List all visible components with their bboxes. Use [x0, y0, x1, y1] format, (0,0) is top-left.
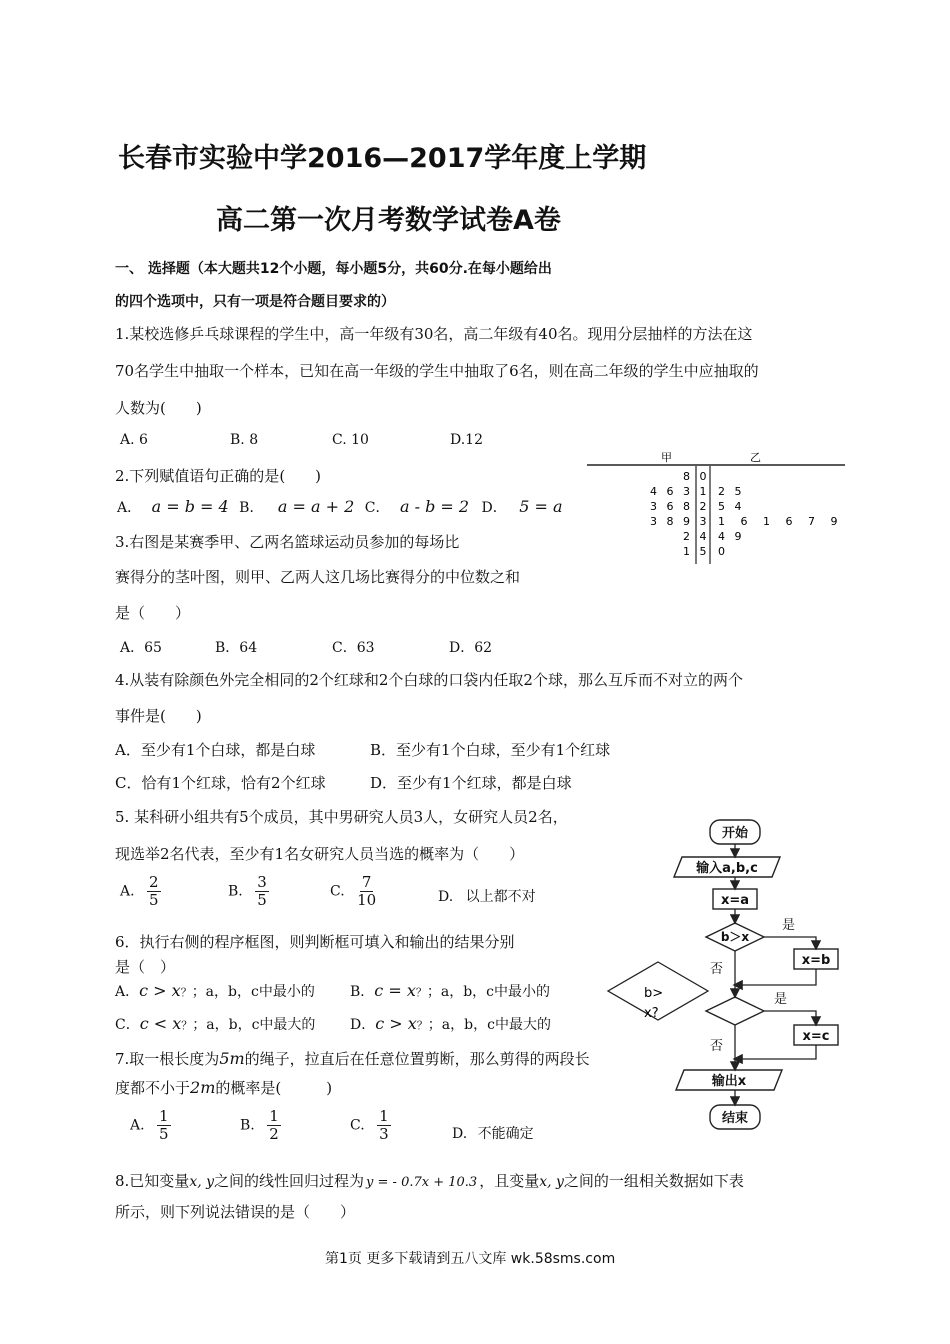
q1-option-a: A. 6 [120, 432, 148, 448]
stem-leaf-left-4: 2 [683, 530, 690, 543]
q7-label-c: C. [350, 1117, 365, 1134]
q8-line-1-a: 8.已知变量 [115, 1172, 190, 1190]
q3-option-b: B．64 [215, 640, 258, 656]
q2-options [117, 497, 563, 517]
flow-arrow-yes2 [764, 1011, 816, 1024]
flow-assign2-text: x=b [801, 953, 831, 968]
q6-q-a: ？ [180, 986, 192, 999]
q6-q-d: ？ [416, 1019, 428, 1032]
q5-frac-b-den: 5 [257, 891, 267, 909]
q8-xy-2: x, y [539, 1174, 564, 1190]
q2-expr-b: a = a + 2 [277, 497, 355, 516]
q3-line-2: 赛得分的茎叶图，则甲、乙两人这几场比赛得分的中位数之和 [115, 568, 521, 586]
stem-leaf-plot [585, 448, 847, 566]
q2-label-d: D． [481, 500, 507, 516]
q6-rest-a: ；a，b，c中最小的 [191, 984, 315, 1000]
q7-option-d-text: 不能确定 [477, 1126, 534, 1142]
q7-frac-a-den: 5 [159, 1125, 169, 1143]
section-heading-line-2: 的四个选项中，只有一项是符合题目要求的） [115, 294, 395, 310]
q5-option-a [120, 874, 161, 909]
flow-cond1-text: b＞x [720, 930, 750, 944]
q3-option-c: C．63 [332, 640, 375, 656]
q6-rest-b: ；a，b，c中最小的 [426, 984, 551, 1000]
q1-option-c: C. 10 [332, 432, 369, 448]
q5-frac-c-num: 7 [361, 873, 372, 891]
q8-xy-1: x, y [189, 1174, 215, 1190]
title-line-2: 高二第一次月考数学试卷A卷 [216, 205, 561, 236]
flow-output-text: 输出x [711, 1074, 747, 1089]
q6-label-d: D． [350, 1017, 376, 1033]
side-diamond-text-1: b> [644, 986, 664, 1001]
q7-option-b [240, 1108, 281, 1143]
q5-option-c [330, 874, 376, 909]
q5-label-d: D. [438, 889, 454, 905]
q8-line-1 [115, 1170, 744, 1191]
flow-no-label-1: 否 [710, 962, 724, 977]
flow-assign3-text: x=c [802, 1029, 830, 1044]
q2-expr-d: 5 = a [519, 497, 563, 516]
q6-rest-d: ；a，b，c中最大的 [427, 1017, 551, 1033]
q7-line-2-a: 度都不小于 [115, 1079, 191, 1097]
q7-label-d: D. [452, 1126, 468, 1142]
stem-leaf-stem-5: 5 [699, 545, 707, 558]
stem-leaf-left-3: 3 8 9 [650, 515, 690, 528]
q7-option-c [350, 1108, 391, 1143]
q7-frac-b-den: 2 [269, 1125, 279, 1143]
flow-arrow-yes1 [764, 937, 816, 948]
q7-frac-c-num: 1 [379, 1107, 389, 1125]
q4-option-a: A．至少有1个白球，都是白球 [115, 741, 316, 759]
q8-regression-equation: y = - 0.7x + 10.3 [366, 1175, 478, 1190]
q5-label-a: A. [120, 883, 135, 900]
q8-line-1-c: ，且变量 [479, 1172, 540, 1190]
q1-line-1: 1.某校选修乒乓球课程的学生中，高一年级有30名，高二年级有40名。现用分层抽样的方法在这 [115, 325, 753, 343]
page-footer: 第1页 更多下载请到五八文库 wk.58sms.com [325, 1251, 616, 1267]
q2-label-a: A． [117, 500, 142, 516]
q5-line-2: 现选举2名代表，至少有1名女研究人员当选的概率为（ ） [115, 845, 525, 863]
q6-line-1: 6．执行右侧的程序框图，则判断框可填入和输出的结果分别 [115, 933, 515, 951]
flow-cond2-diamond [706, 997, 764, 1025]
q6-option-d [350, 1014, 551, 1034]
stem-leaf-left-0: 8 [683, 470, 690, 483]
flow-assign1-text: x=a [720, 893, 750, 908]
q6-label-b: B． [350, 984, 375, 1000]
q3-line-3: 是（ ） [115, 604, 191, 622]
q1-option-d: D.12 [450, 432, 483, 448]
flow-yes-label-2: 是 [774, 992, 788, 1007]
flow-no-label-2: 否 [710, 1039, 724, 1054]
q6-label-a: A． [115, 984, 140, 1000]
q1-option-b: B. 8 [230, 432, 259, 448]
q1-line-3: 人数为( ) [115, 399, 202, 417]
q6-math-a: c > x [139, 981, 181, 1000]
flow-start-text: 开始 [721, 826, 749, 841]
q5-option-d-text: 以上都不对 [465, 889, 536, 905]
q7-option-d [452, 1123, 534, 1143]
q7-line-1-b: 的绳子，拉直后在任意位置剪断，那么剪得的两段长 [244, 1050, 590, 1068]
q3-option-a: A．65 [120, 640, 162, 656]
q2-stem: 2.下列赋值语句正确的是( ) [115, 467, 322, 485]
stem-leaf-left-1: 4 6 3 [650, 485, 690, 498]
q4-line-2: 事件是( ) [115, 707, 202, 725]
q2-label-b: B． [239, 500, 264, 516]
stem-leaf-stem-4: 4 [699, 530, 707, 543]
q7-line-1-a: 7.取一根长度为 [115, 1050, 220, 1068]
q5-option-d [438, 886, 536, 906]
flowchart [670, 815, 850, 1135]
q7-label-a: A. [130, 1117, 145, 1134]
flow-end-text: 结束 [721, 1111, 749, 1126]
stem-leaf-head-right: 乙 [750, 451, 761, 464]
stem-leaf-right-1: 2 5 [718, 485, 742, 498]
q4-option-c: C．恰有1个红球，恰有2个红球 [115, 774, 326, 792]
stem-leaf-left-5: 1 [683, 545, 690, 558]
flow-yes-label-1: 是 [782, 918, 796, 933]
q7-line-2 [115, 1077, 332, 1098]
stem-leaf-right-3: 1 6 1 6 7 9 [718, 515, 838, 528]
stem-leaf-head-left: 甲 [661, 451, 672, 464]
q2-expr-c: a - b = 2 [399, 497, 470, 516]
stem-leaf-stem-2: 2 [699, 500, 707, 513]
q6-label-c: C． [115, 1017, 140, 1033]
q5-label-b: B. [228, 883, 243, 900]
q4-option-d: D．至少有1个红球，都是白球 [370, 774, 572, 792]
q5-frac-b-num: 3 [257, 873, 267, 891]
q8-line-1-b: 之间的线性回归过程为 [214, 1172, 365, 1190]
q3-option-d: D．62 [449, 640, 493, 656]
q6-option-c [115, 1014, 315, 1034]
q7-line-2-b: 的概率是( ) [215, 1079, 333, 1097]
q3-line-1: 3.右图是某赛季甲、乙两名篮球运动员参加的每场比 [115, 533, 460, 551]
q7-frac-b-num: 1 [269, 1107, 279, 1125]
q6-line-2: 是（ ） [115, 958, 176, 976]
stem-leaf-stem-1: 1 [699, 485, 707, 498]
section-heading-line-1: 一、 选择题（本大题共12个小题，每小题5分，共60分.在每小题给出 [115, 261, 552, 277]
q7-frac-c-den: 3 [379, 1125, 389, 1143]
q6-math-b: c = x [374, 981, 416, 1000]
q8-line-2: 所示，则下列说法错误的是（ ） [115, 1203, 356, 1221]
q2-expr-a: a = b = 4 [151, 497, 229, 516]
q7-label-b: B. [240, 1117, 255, 1134]
q5-frac-a-den: 5 [149, 891, 159, 909]
stem-leaf-right-4: 4 9 [718, 530, 742, 543]
side-diamond-text-2: x? [644, 1006, 659, 1021]
q2-label-c: C． [364, 500, 390, 516]
flow-arrow-merge1 [735, 969, 816, 985]
q4-option-b: B．至少有1个白球，至少有1个红球 [370, 741, 611, 759]
q8-line-1-d: 之间的一组相关数据如下表 [563, 1172, 744, 1190]
q5-frac-c-den: 10 [357, 891, 377, 909]
q4-line-1: 4.从装有除颜色外完全相同的2个红球和2个白球的口袋内任取2个球，那么互斥而不对立的两个 [115, 671, 743, 689]
q6-q-c: ？ [181, 1019, 193, 1032]
q5-frac-a-num: 2 [149, 873, 159, 891]
flow-arrow-merge2 [735, 1045, 816, 1059]
q7-length-5m: 5m [219, 1049, 245, 1068]
q7-length-2m: 2m [190, 1078, 216, 1097]
q1-line-2: 70名学生中抽取一个样本，已知在高一年级的学生中抽取了6名，则在高二年级的学生中应抽取的 [115, 362, 759, 380]
stem-leaf-right-2: 5 4 [718, 500, 742, 513]
q6-q-b: ？ [415, 986, 427, 999]
q6-option-a [115, 981, 315, 1001]
q6-math-d: c > x [375, 1014, 417, 1033]
title-line-1: 长春市实验中学2016—2017学年度上学期 [118, 143, 647, 174]
q6-option-b [350, 981, 550, 1001]
stem-leaf-right-5: 0 [718, 545, 725, 558]
q7-option-a [130, 1108, 171, 1143]
q5-option-b [228, 874, 269, 909]
stem-leaf-left-2: 3 6 8 [650, 500, 690, 513]
q7-line-1 [115, 1048, 590, 1069]
flow-input-text: 输入a,b,c [696, 861, 758, 876]
q7-frac-a-num: 1 [159, 1107, 169, 1125]
q6-rest-c: ；a，b，c中最大的 [192, 1017, 316, 1033]
stem-leaf-stem-0: 0 [699, 470, 707, 483]
stem-leaf-stem-3: 3 [699, 515, 707, 528]
q5-label-c: C. [330, 883, 345, 900]
q5-line-1: 5. 某科研小组共有5个成员，其中男研究人员3人，女研究人员2名， [115, 808, 568, 826]
q6-math-c: c < x [139, 1014, 182, 1033]
